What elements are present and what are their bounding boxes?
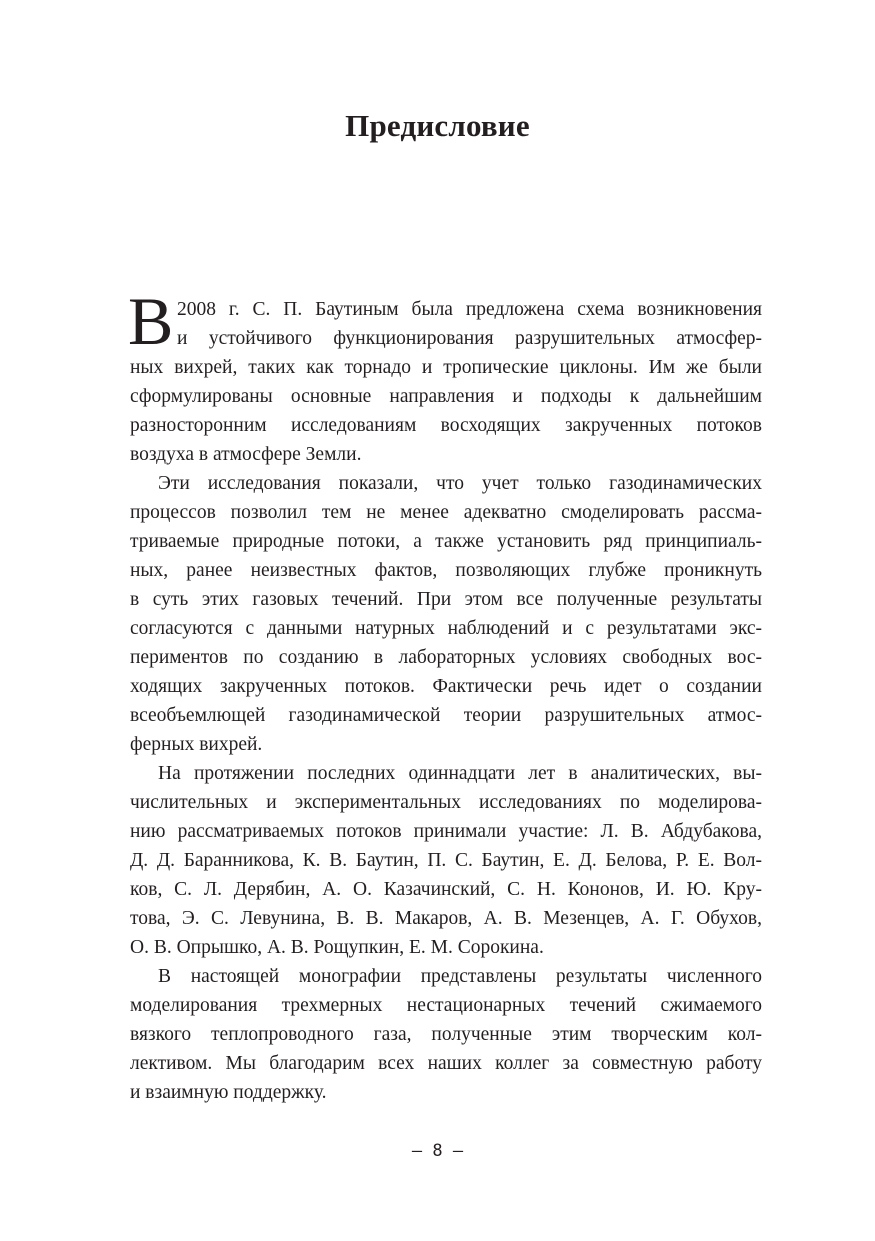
text-line: числительных и экспериментальных исследованиях по моделирова- bbox=[130, 792, 762, 813]
body-text bbox=[130, 295, 762, 1107]
text-line: и взаимную поддержку. bbox=[130, 1082, 327, 1103]
text-line: На протяжении последних одиннадцати лет в аналитических, вы- bbox=[158, 763, 762, 784]
text-line: вязкого теплопроводного газа, полученные этим творческим кол- bbox=[130, 1024, 762, 1045]
text-line: О. В. Опрышко, А. В. Рощупкин, Е. М. Сорокина. bbox=[130, 937, 544, 958]
text-line: ных вихрей, таких как торнадо и тропические циклоны. Им же были bbox=[130, 357, 762, 378]
text-line: лективом. Мы благодарим всех наших коллег за совместную работу bbox=[130, 1053, 762, 1074]
text-line: Эти исследования показали, что учет только газодинамических bbox=[158, 473, 762, 494]
text-line: Д. Д. Баранникова, К. В. Баутин, П. С. Баутин, Е. Д. Белова, Р. Е. Вол- bbox=[130, 850, 762, 871]
text-line: В настоящей монографии представлены результаты численного bbox=[158, 966, 762, 987]
text-line: процессов позволил тем не менее адекватно смоделировать рассма- bbox=[130, 502, 762, 523]
text-line: триваемые природные потоки, а также установить ряд принципиаль- bbox=[130, 531, 762, 552]
text-line: всеобъемлющей газодинамической теории разрушительных атмос- bbox=[130, 705, 762, 726]
text-line: 2008 г. С. П. Баутиным была предложена схема возникновения bbox=[177, 299, 762, 320]
text-line: нию рассматриваемых потоков принимали участие: Л. В. Абдубакова, bbox=[130, 821, 762, 842]
text-line: периментов по созданию в лабораторных условиях свободных вос- bbox=[130, 647, 762, 668]
page-number: – 8 – bbox=[411, 1141, 464, 1161]
text-line: воздуха в атмосфере Земли. bbox=[130, 444, 362, 465]
text-line: ходящих закрученных потоков. Фактически речь идет о создании bbox=[130, 676, 762, 697]
text-line: това, Э. С. Левунина, В. В. Макаров, А. В. Мезенцев, А. Г. Обухов, bbox=[130, 908, 762, 929]
text-line: ных, ранее неизвестных фактов, позволяющих глубже проникнуть bbox=[130, 560, 762, 581]
text-line: в суть этих газовых течений. При этом все полученные результаты bbox=[130, 589, 762, 610]
text-line: ферных вихрей. bbox=[130, 734, 263, 755]
text-line: согласуются с данными натурных наблюдений и с результатами экс- bbox=[130, 618, 762, 639]
text-line: разносторонним исследованиям восходящих закрученных потоков bbox=[130, 415, 762, 436]
page-title: Предисловие bbox=[345, 108, 530, 143]
text-line: моделирования трехмерных нестационарных течений сжимаемого bbox=[130, 995, 762, 1016]
text-line: ков, С. Л. Дерябин, А. О. Казачинский, С. Н. Кононов, И. Ю. Кру- bbox=[130, 879, 762, 900]
drop-cap: В bbox=[128, 283, 174, 359]
text-line: сформулированы основные направления и подходы к дальнейшим bbox=[130, 386, 762, 407]
text-line: и устойчивого функционирования разрушительных атмосфер- bbox=[177, 328, 762, 349]
